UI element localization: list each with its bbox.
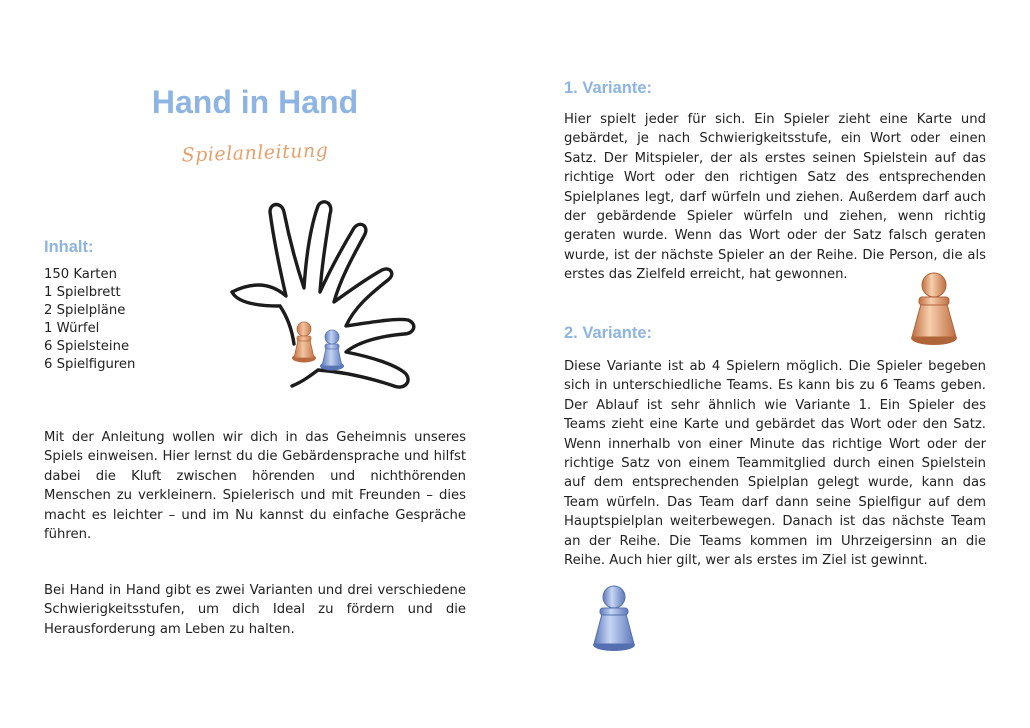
variante-1-heading: 1. Variante: — [564, 79, 653, 97]
hand-illustration — [222, 198, 422, 394]
hand-wrist — [232, 292, 294, 344]
list-item: 1 Spielbrett — [44, 285, 121, 300]
list-item: 1 Würfel — [44, 321, 100, 336]
list-item: 6 Spielsteine — [44, 339, 130, 354]
orange-pawn-small-icon — [292, 322, 316, 363]
hand-outline — [232, 202, 414, 387]
orange-pawn-icon — [905, 268, 963, 348]
page-subtitle: Spielanleitung — [181, 139, 329, 167]
list-item: 2 Spielpläne — [44, 303, 126, 318]
list-item: 6 Spielfiguren — [44, 357, 136, 372]
inhalt-list — [44, 266, 135, 374]
page-title: Hand in Hand — [151, 84, 359, 120]
blue-pawn-icon — [588, 582, 640, 654]
intro-paragraph-1: Mit der Anleitung wollen wir dich in das Geheimnis unseres Spiels einweisen. Hier lernst du die Gebärdensprache und hilfst dabei die Kluft zwischen hörenden und nichthörenden Menschen zu verkleinern. Spielerisch und mit Freunden – dies macht es leichter – und im Nu kannst du einfache Gespräche führen. — [44, 430, 466, 543]
list-item: 150 Karten — [44, 267, 117, 282]
variante-2-heading: 2. Variante: — [564, 324, 653, 342]
blue-pawn-small-icon — [320, 330, 344, 371]
variante-1-text: Hier spielt jeder für sich. Ein Spieler zieht eine Karte und gebärdet, je nach Schwierigkeitsstufe, ein Wort oder einen Satz. Der Mitspieler, der als erstes seinen Spielstein auf das richtige Wort oder den richtigen Satz des entsprechenden Spielplanes legt, darf würfeln und ziehen. Außerdem darf auch der gebärdende Spieler würfeln und ziehen, wenn richtig geraten wurde. Wenn das Wort oder der Satz falsch geraten wurde, ist der nächste Spieler an der Reihe. Die Person, die als erstes das Zielfeld erreicht, hat gewonnen. — [564, 112, 986, 283]
intro-paragraph-2: Bei Hand in Hand gibt es zwei Varianten und drei verschiedene Schwierigkeitsstufen, um dich Ideal zu fördern und die Herausforderung am Leben zu halten. — [44, 583, 466, 637]
inhalt-heading: Inhalt: — [44, 238, 94, 256]
variante-2-text: Diese Variante ist ab 4 Spielern möglich. Die Spieler begeben sich in unterschiedliche Teams. Es kann bis zu 6 Teams geben. Der Ablauf ist sehr ähnlich wie Variante 1. Ein Spieler des Teams zieht eine Karte und gebärdet das Wort oder den Satz. Wenn innerhalb von einer Minute das richtige Wort oder der richtige Satz von einem Teammitglied durch einen Spielstein auf dem entsprechenden Spielplan gelegt wurde, kann das Team würfeln. Das Team darf dann seine Spielfigur auf dem Hauptspielplan weiterbewegen. Danach ist das nächste Team an der Reihe. Die Teams kommen im Uhrzeigersinn an die Reihe. Auch hier gilt, wer als erstes im Ziel ist gewinnt. — [564, 359, 986, 569]
